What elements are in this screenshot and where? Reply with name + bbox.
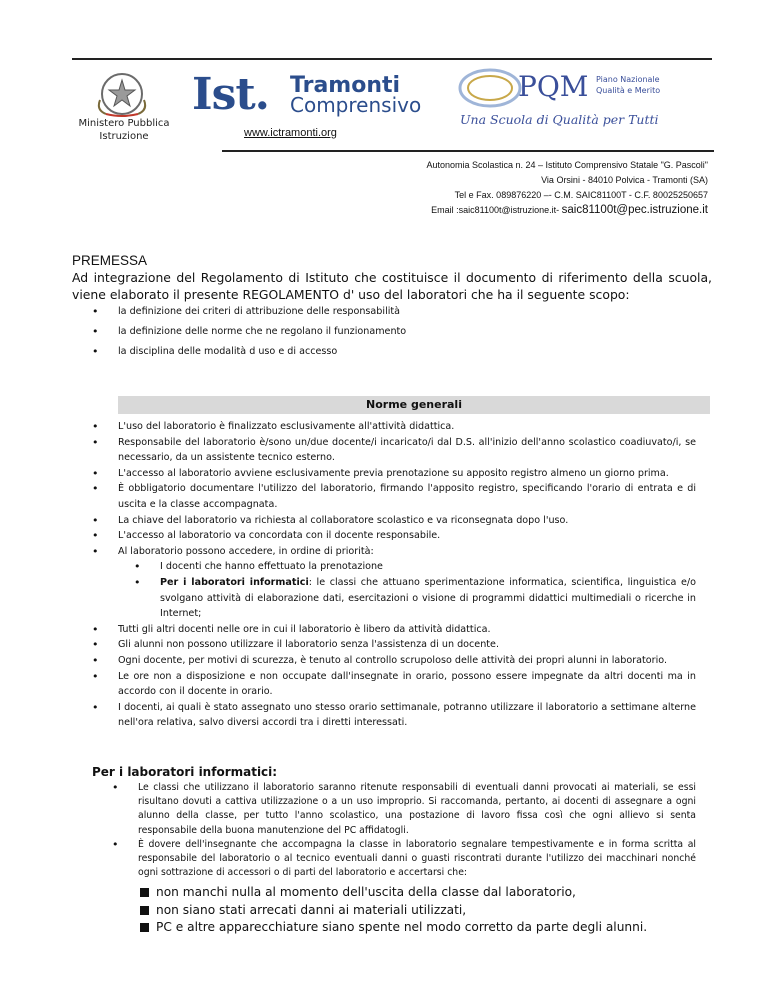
address-line-1: Autonomia Scolastica n. 24 – Istituto Comprensivo Statale "G. Pascoli" [426, 160, 708, 170]
informatici-list [112, 781, 696, 880]
ist-tramonti-logo [192, 69, 422, 120]
list-item: • I docenti, ai quali è stato assegnato uno stesso orario settimanale, potranno utilizzare il laboratorio a settimane alterne nell'ora relativa, salvo diversi accordi tra i diretti interessati. [92, 700, 696, 731]
italian-emblem-icon [92, 70, 152, 118]
address-line-3: Tel e Fax. 089876220 –- C.M. SAIC81100T - C.F. 80025250657 [454, 190, 708, 200]
square-bullet-icon [140, 906, 149, 915]
list-item: • L'uso del laboratorio è finalizzato esclusivamente all'attività didattica. [92, 419, 696, 435]
pec-email: saic81100t@pec.istruzione.it [561, 204, 708, 216]
scope-list [92, 302, 692, 362]
list-item: • È obbligatorio documentare l'utilizzo del laboratorio, firmando l'apposito registro, specificando l'orario di entrata e di uscita e la classe accompagnata. [92, 481, 696, 512]
check-item [140, 902, 700, 920]
section-title-norme: Norme generali [366, 398, 462, 411]
pqm-name: PQM [518, 70, 589, 103]
ist-logo-big: Ist. [192, 69, 269, 120]
norme-list [92, 419, 696, 731]
priority-intro: Al laboratorio possono accedere, in ordine di priorità: [118, 545, 374, 557]
ist-logo-comprensivo: Comprensivo [290, 93, 422, 117]
list-item: • È dovere dell'insegnante che accompagna la classe in laboratorio segnalare tempestivamente e in forma scritta al responsabile del laboratorio o al tecnico eventuali danni o guasti riscontrati durante l'utilizzo dei macchinari nonché ogni sottrazione di accessori o di parti del laboratorio e accertarsi che: [112, 838, 696, 881]
website-link[interactable]: www.ictramonti.org [244, 127, 337, 139]
check-item [140, 919, 700, 937]
list-item: • Le ore non a disposizione e non occupate dall'insegnate in orario, possono essere impegnate da altri docenti ma in accordo con il docente in orario. [92, 669, 696, 700]
list-item: • Gli alunni non possono utilizzare il laboratorio senza l'assistenza di un docente. [92, 637, 696, 653]
list-item: • Responsabile del laboratorio è/sono un/due docente/i incaricato/i dal D.S. all'inizio dell'anno scolastico coadiuvato/i, se necessario, da un assistente tecnico esterno. [92, 435, 696, 466]
email-text: Email :saic81100t@istruzione.it- [431, 205, 562, 215]
pqm-sub-1: Piano Nazionale [596, 75, 660, 84]
school-address [330, 158, 708, 218]
premessa-title: PREMESSA [72, 253, 148, 268]
list-item: • Tutti gli altri docenti nelle ore in cui il laboratorio è libero da attività didattica. [92, 622, 696, 638]
list-item [92, 544, 696, 622]
address-line-2: Via Orsini - 84010 Polvica - Tramonti (SA) [541, 175, 708, 185]
ist-logo-tramonti: Tramonti [290, 73, 401, 98]
list-item: • la disciplina delle modalità d uso e di accesso [92, 342, 692, 362]
ministero-line-2: Istruzione [99, 131, 149, 142]
checklist [140, 884, 700, 937]
check-item [140, 884, 700, 902]
list-item: • la definizione delle norme che ne regolano il funzionamento [92, 322, 692, 342]
pqm-logo [454, 62, 716, 132]
list-item: • Ogni docente, per motivi di scurezza, è tenuto al controllo scrupoloso delle attività dei propri alunni in laboratorio. [92, 653, 696, 669]
check-text: non manchi nulla al momento dell'uscita della classe dal laboratorio, [156, 885, 576, 899]
header-top-rule [72, 58, 712, 60]
pqm-sub-2: Qualità e Merito [596, 86, 661, 95]
section-title-informatici: Per i laboratori informatici: [92, 765, 278, 779]
sub-list-item [134, 575, 696, 622]
sub-list-item: • I docenti che hanno effettuato la prenotazione [134, 559, 696, 575]
square-bullet-icon [140, 888, 149, 897]
ministero-label [72, 117, 176, 143]
ministero-line-1: Ministero Pubblica [78, 118, 170, 129]
check-text: PC e altre apparecchiature siano spente nel modo corretto da parte degli alunni. [156, 920, 648, 934]
sub-item-bold: Per i laboratori informatici [160, 576, 309, 588]
list-item: • Le classi che utilizzano il laboratorio saranno ritenute responsabili di eventuali danni provocati ai materiali, se essi risultano dovuti a cattiva utilizzazione o a un uso improprio. Si raccomanda, pertanto, ai docenti di assegnare a ogni alunno della classe, per tutto l'anno scolastico, una postazione di lavoro fissa così che ogni allievo si senta responsabile della buona manutenzione del PC affidatogli. [112, 781, 696, 838]
premessa-text: Ad integrazione del Regolamento di Istituto che costituisce il documento di riferimento della scuola, viene elaborato il presente REGOLAMENTO d' uso del laboratori che ha il seguente scopo: [72, 270, 712, 302]
address-line-4 [330, 203, 708, 218]
pqm-tagline: Una Scuola di Qualità per Tutti [460, 112, 659, 127]
list-item: • La chiave del laboratorio va richiesta al collaboratore scolastico e va riconsegnata dopo l'uso. [92, 513, 696, 529]
sub-item-rest: : le classi che attuano sperimentazione informatica, scientifica, linguistica e/o svolgano attività di elaborazione dati, esercitazioni o visione di programmi didattici multimediali o ricerche in Internet; [160, 576, 696, 620]
header-bottom-rule [222, 150, 714, 152]
square-bullet-icon [140, 923, 149, 932]
list-item: • la definizione dei criteri di attribuzione delle responsabilità [92, 302, 692, 322]
list-item: • L'accesso al laboratorio avviene esclusivamente previa prenotazione su apposito registro almeno un giorno prima. [92, 466, 696, 482]
list-item: • L'accesso al laboratorio va concordata con il docente responsabile. [92, 528, 696, 544]
check-text: non siano stati arrecati danni ai materiali utilizzati, [156, 902, 467, 917]
